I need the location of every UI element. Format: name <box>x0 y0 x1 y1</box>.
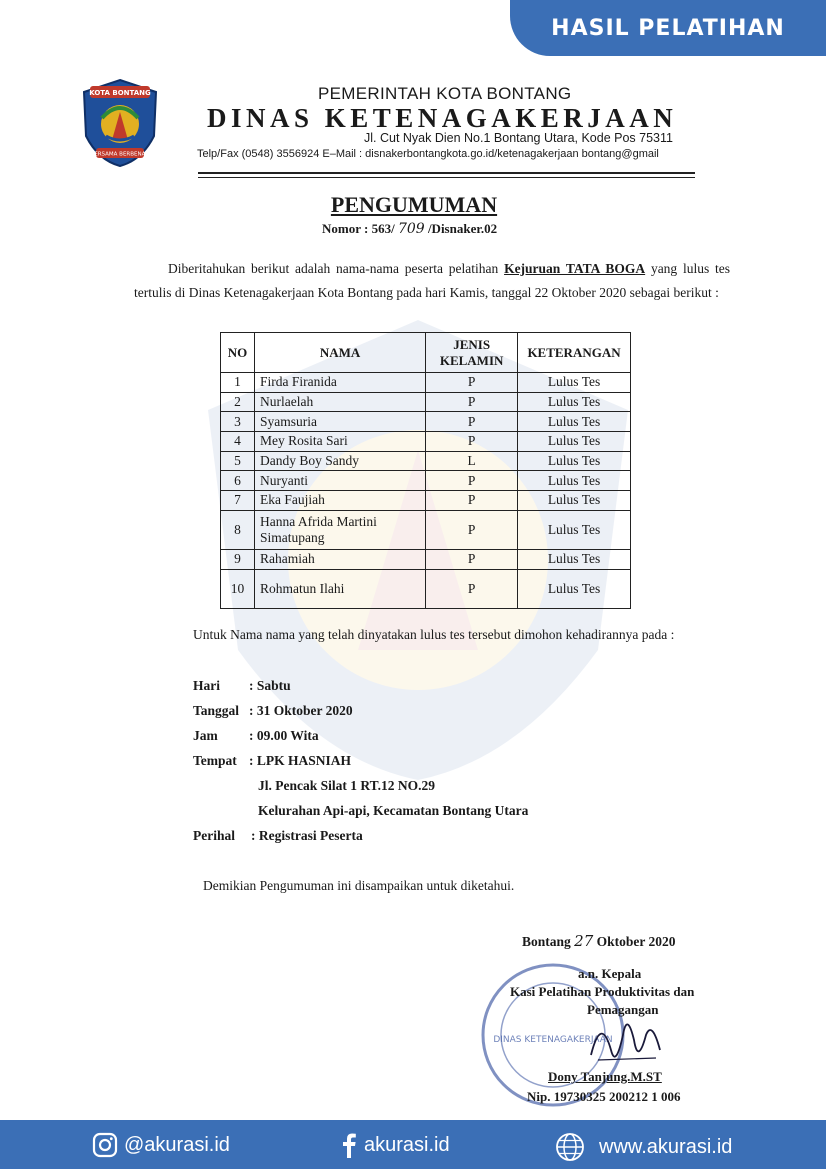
header-keterangan: KETERANGAN <box>518 333 631 373</box>
table-row <box>221 471 631 491</box>
logo-text-bottom: BERSAMA BERBENAH <box>90 151 150 158</box>
row-nama: Nuryanti <box>254 471 425 491</box>
row-jenis-kelamin: P <box>426 491 518 511</box>
table-row <box>221 392 631 412</box>
facebook-icon <box>340 1132 358 1158</box>
handwritten-day: 27 <box>574 932 594 950</box>
participant-table <box>220 332 631 609</box>
table-row <box>221 412 631 432</box>
row-no: 7 <box>221 491 255 511</box>
row-nama: Rahamiah <box>254 549 425 569</box>
footer-website[interactable] <box>555 1132 732 1162</box>
stamp-text: DINAS KETENAGAKERJAAN <box>493 1035 613 1045</box>
row-nama: Firda Firanida <box>254 373 425 393</box>
header-jenis-kelamin: JENIS KELAMIN <box>426 333 518 373</box>
signature-date: Bontang 27 Oktober 2020 <box>522 932 676 950</box>
office-contact: Telp/Fax (0548) 3556924 E–Mail : disnakerbontangkota.go.id/ketenagakerjaan bontang@gmail <box>197 148 659 160</box>
table-row <box>221 432 631 452</box>
row-nama: Dandy Boy Sandy <box>254 451 425 471</box>
row-keterangan: Lulus Tes <box>518 451 631 471</box>
website-url: www.akurasi.id <box>599 1135 733 1158</box>
row-keterangan: Lulus Tes <box>518 491 631 511</box>
table-row <box>221 491 631 511</box>
table-row <box>221 451 631 471</box>
row-nama: Nurlaelah <box>254 392 425 412</box>
row-jenis-kelamin: P <box>426 432 518 452</box>
row-no: 5 <box>221 451 255 471</box>
footer-bar <box>0 1120 826 1169</box>
row-jenis-kelamin: P <box>426 412 518 432</box>
banner-label: HASIL PELATIHAN <box>551 15 785 41</box>
handwritten-signature <box>586 1010 666 1075</box>
row-nama: Hanna Afrida Martini Simatupang <box>254 510 425 549</box>
row-keterangan: Lulus Tes <box>518 549 631 569</box>
signature-line-2: Kasi Pelatihan Produktivitas dan <box>510 984 695 999</box>
row-jenis-kelamin: P <box>426 373 518 393</box>
instagram-icon <box>92 1132 118 1158</box>
handwritten-number: 709 <box>397 221 425 237</box>
city-emblem-logo <box>80 78 160 168</box>
department-name: DINAS KETENAGAKERJAAN <box>207 103 678 133</box>
row-no: 10 <box>221 569 255 608</box>
table-row <box>221 510 631 549</box>
row-no: 4 <box>221 432 255 452</box>
program-name: Kejuruan TATA BOGA <box>504 261 646 276</box>
invitation-text: Untuk Nama nama yang telah dinyatakan lulus tes tersebut dimohon kehadirannya pada : <box>193 627 675 642</box>
row-nama: Syamsuria <box>254 412 425 432</box>
document-number: Nomor : 563/ 709 /Disnaker.02 <box>322 221 498 237</box>
row-no: 6 <box>221 471 255 491</box>
logo-text-top: KOTA BONTANG <box>89 89 151 97</box>
row-no: 3 <box>221 412 255 432</box>
row-no: 1 <box>221 373 255 393</box>
header-banner <box>510 0 826 56</box>
row-jenis-kelamin: P <box>426 471 518 491</box>
table-header-row <box>221 333 631 373</box>
footer-instagram[interactable] <box>92 1132 230 1158</box>
table-row <box>221 569 631 608</box>
row-nama: Eka Faujiah <box>254 491 425 511</box>
row-no: 8 <box>221 510 255 549</box>
row-keterangan: Lulus Tes <box>518 471 631 491</box>
header-nama: NAMA <box>254 333 425 373</box>
header-no: NO <box>221 333 255 373</box>
row-jenis-kelamin: L <box>426 451 518 471</box>
row-keterangan: Lulus Tes <box>518 392 631 412</box>
row-keterangan: Lulus Tes <box>518 510 631 549</box>
letterhead-rule-thick <box>198 172 695 174</box>
facebook-handle: akurasi.id <box>364 1133 450 1156</box>
table-row <box>221 549 631 569</box>
row-no: 9 <box>221 549 255 569</box>
signature-line-3: Pemagangan <box>587 1002 659 1017</box>
signatory-name: Dony Tanjung.M.ST <box>548 1069 662 1084</box>
row-nama: Mey Rosita Sari <box>254 432 425 452</box>
globe-icon <box>555 1132 585 1162</box>
row-no: 2 <box>221 392 255 412</box>
row-keterangan: Lulus Tes <box>518 373 631 393</box>
signature-line-1: a.n. Kepala <box>578 966 642 981</box>
row-jenis-kelamin: P <box>426 392 518 412</box>
letterhead-rule-thin <box>198 177 695 178</box>
table-row <box>221 373 631 393</box>
row-jenis-kelamin: P <box>426 510 518 549</box>
instagram-handle: @akurasi.id <box>124 1133 230 1156</box>
closing-text: Demikian Pengumuman ini disampaikan untuk diketahui. <box>203 878 515 893</box>
footer-facebook[interactable] <box>340 1132 450 1158</box>
row-keterangan: Lulus Tes <box>518 432 631 452</box>
row-nama: Rohmatun Ilahi <box>254 569 425 608</box>
intro-paragraph: Diberitahukan berikut adalah nama-nama peserta pelatihan Kejuruan TATA BOGA yang lulus tes tertulis di Dinas Ketenagakerjaan Kota Bontang pada hari Kamis, tanggal 22 Oktober 2020 sebagai berikut : <box>134 261 730 300</box>
row-keterangan: Lulus Tes <box>518 412 631 432</box>
row-keterangan: Lulus Tes <box>518 569 631 608</box>
document-title: PENGUMUMAN <box>330 192 498 217</box>
row-jenis-kelamin: P <box>426 569 518 608</box>
government-name: PEMERINTAH KOTA BONTANG <box>318 84 572 103</box>
row-jenis-kelamin: P <box>426 549 518 569</box>
signatory-nip: Nip. 19730325 200212 1 006 <box>527 1089 681 1104</box>
office-address: Jl. Cut Nyak Dien No.1 Bontang Utara, Kode Pos 75311 <box>364 131 673 145</box>
